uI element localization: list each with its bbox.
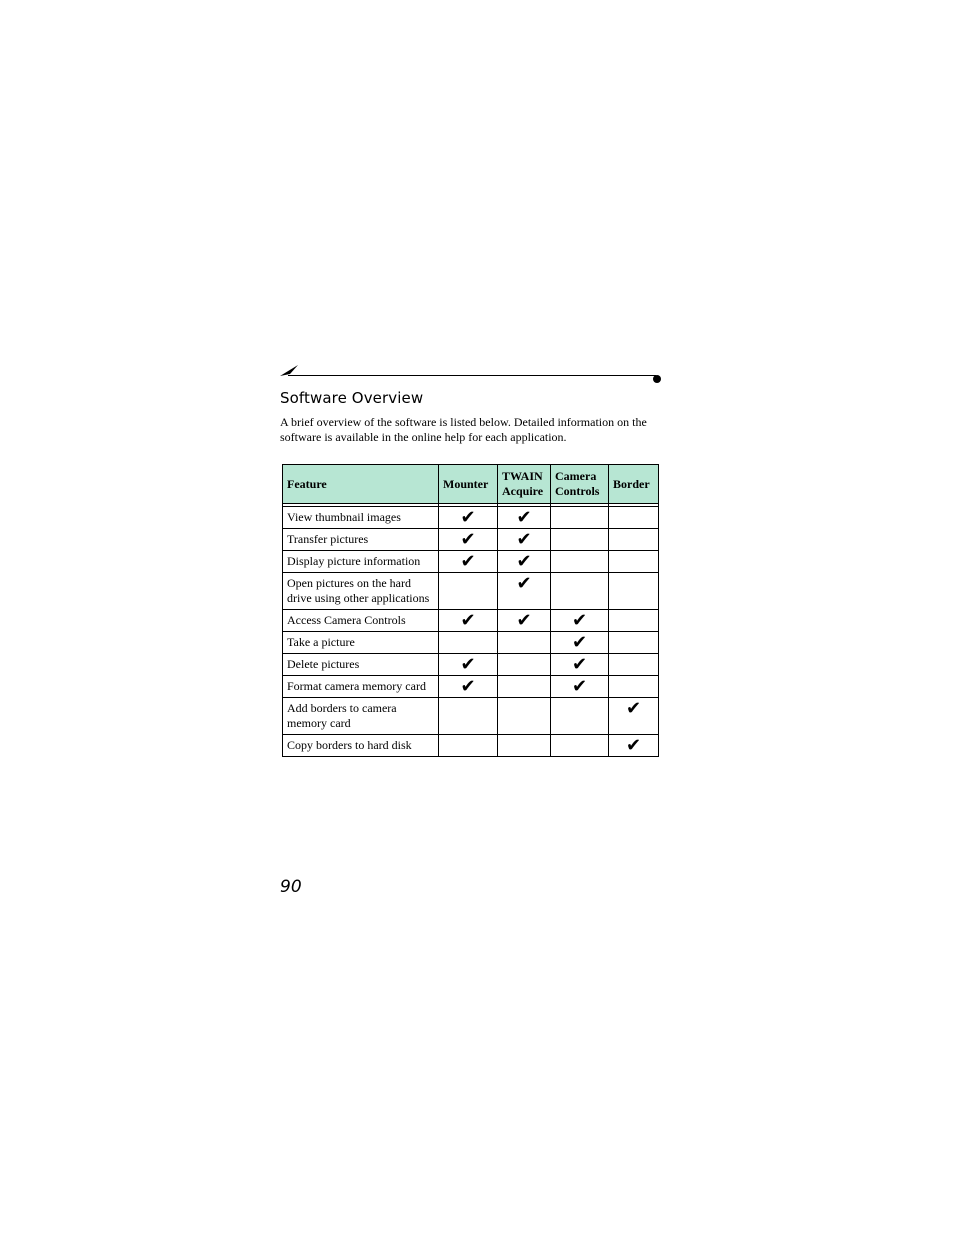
feature-cell: Copy borders to hard disk: [283, 735, 439, 757]
support-cell: [439, 698, 498, 735]
support-cell: [439, 654, 498, 676]
support-cell: [498, 551, 551, 573]
feature-cell: Add borders to camera memory card: [283, 698, 439, 735]
checkmark-icon: ✔: [516, 551, 532, 572]
checkmark-icon: ✔: [460, 507, 476, 528]
support-cell: [498, 735, 551, 757]
support-cell: [498, 654, 551, 676]
checkmark-icon: ✔: [571, 676, 588, 697]
checkmark-icon: ✔: [516, 529, 532, 550]
table-row: [283, 698, 659, 735]
feature-cell: Take a picture: [283, 632, 439, 654]
feature-cell: View thumbnail images: [283, 507, 439, 529]
support-cell: [498, 632, 551, 654]
table-header-row: [283, 465, 659, 504]
support-cell: [439, 529, 498, 551]
feature-cell: Format camera memory card: [283, 676, 439, 698]
support-cell: [439, 676, 498, 698]
checkmark-icon: ✔: [516, 610, 532, 631]
column-header-mounter: Mounter: [439, 465, 498, 504]
support-cell: [498, 610, 551, 632]
support-cell: [439, 507, 498, 529]
support-cell: [498, 676, 551, 698]
support-cell: [609, 573, 659, 610]
checkmark-icon: ✔: [460, 551, 476, 572]
column-header-camera-controls: Camera Controls: [551, 465, 609, 504]
checkmark-icon: ✔: [460, 676, 476, 697]
column-header-border: Border: [609, 465, 659, 504]
support-cell: [609, 698, 659, 735]
checkmark-icon: ✔: [460, 529, 476, 550]
support-cell: [439, 573, 498, 610]
support-cell: [551, 735, 609, 757]
table-row: [283, 735, 659, 757]
software-feature-table: [282, 464, 659, 757]
feature-cell: Display picture information: [283, 551, 439, 573]
support-cell: [551, 573, 609, 610]
support-cell: [498, 573, 551, 610]
support-cell: [609, 507, 659, 529]
checkmark-icon: ✔: [625, 735, 642, 756]
checkmark-icon: ✔: [460, 610, 476, 631]
feature-cell: Access Camera Controls: [283, 610, 439, 632]
intro-paragraph: A brief overview of the software is listed below. Detailed information on the software is available in the online help for each application.: [280, 415, 647, 444]
feature-cell: Delete pictures: [283, 654, 439, 676]
checkmark-icon: ✔: [625, 698, 642, 719]
support-cell: [439, 735, 498, 757]
support-cell: [498, 698, 551, 735]
support-cell: [498, 507, 551, 529]
support-cell: [551, 507, 609, 529]
support-cell: [439, 551, 498, 573]
checkmark-icon: ✔: [516, 573, 532, 594]
support-cell: [609, 676, 659, 698]
support-cell: [551, 529, 609, 551]
support-cell: [609, 735, 659, 757]
feature-cell: Transfer pictures: [283, 529, 439, 551]
table-row: [283, 551, 659, 573]
table-row: [283, 529, 659, 551]
feature-cell: Open pictures on the hard drive using other applications: [283, 573, 439, 610]
support-cell: [609, 632, 659, 654]
support-cell: [439, 632, 498, 654]
checkmark-icon: ✔: [516, 507, 532, 528]
page-number: 90: [280, 877, 302, 897]
checkmark-icon: ✔: [460, 654, 476, 675]
support-cell: [551, 632, 609, 654]
column-header-twain-acquire: TWAIN Acquire: [498, 465, 551, 504]
support-cell: [439, 610, 498, 632]
table-row: [283, 654, 659, 676]
support-cell: [609, 551, 659, 573]
table-row: [283, 507, 659, 529]
table-row: [283, 676, 659, 698]
support-cell: [609, 529, 659, 551]
support-cell: [498, 529, 551, 551]
support-cell: [609, 610, 659, 632]
header-rule: [280, 362, 664, 386]
support-cell: [551, 654, 609, 676]
column-header-feature: Feature: [283, 465, 439, 504]
checkmark-icon: ✔: [571, 610, 588, 631]
support-cell: [551, 610, 609, 632]
support-cell: [551, 676, 609, 698]
table-row: [283, 573, 659, 610]
checkmark-icon: ✔: [571, 654, 588, 675]
section-title: Software Overview: [280, 389, 424, 407]
table-row: [283, 632, 659, 654]
support-cell: [551, 551, 609, 573]
support-cell: [609, 654, 659, 676]
support-cell: [551, 698, 609, 735]
table-row: [283, 610, 659, 632]
checkmark-icon: ✔: [571, 632, 588, 653]
